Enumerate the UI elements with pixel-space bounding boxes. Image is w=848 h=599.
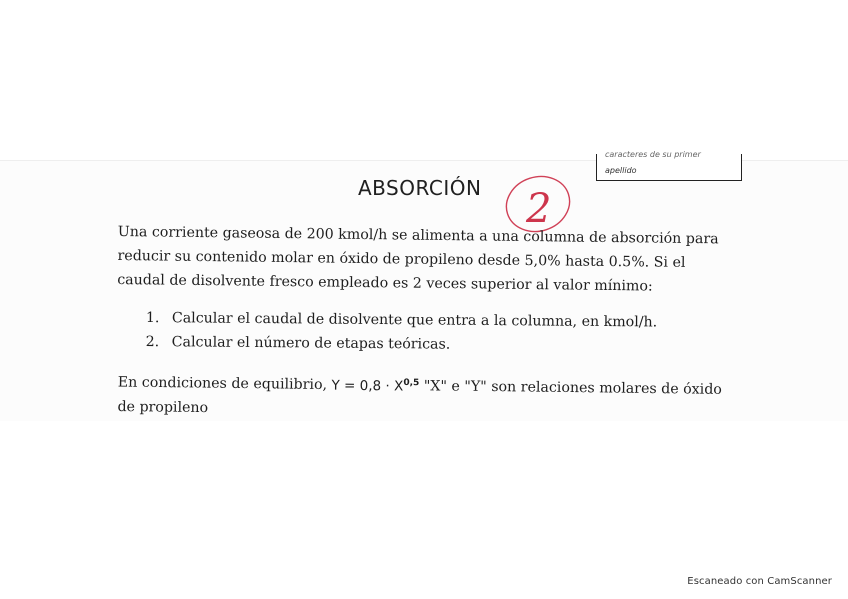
equilibrium-statement [117, 367, 738, 426]
task-number: 1. [145, 309, 160, 327]
scanner-watermark: Escaneado con CamScanner [687, 576, 832, 587]
name-box-cut-text: caracteres de su primer [605, 150, 701, 159]
equilibrium-trail: "X" e "Y" son relaciones molares de óxido de propileno [117, 378, 722, 416]
page-title: ABSORCIÓN [358, 176, 482, 200]
equilibrium-formula [331, 377, 419, 394]
name-box-label: apellido [605, 166, 637, 175]
task-item [146, 330, 706, 359]
equilibrium-lead: En condiciones de equilibrio, [117, 374, 328, 394]
name-box [596, 150, 742, 181]
formula-base: Y = 0,8 · X [331, 377, 404, 394]
task-text: Calcular el caudal de disolvente que entra a la columna, en kmol/h. [171, 310, 658, 331]
task-list [146, 306, 706, 359]
task-number: 2. [145, 333, 160, 351]
pen-number: 2 [526, 186, 552, 232]
formula-exponent: 0,5 [403, 377, 420, 388]
problem-statement: Una corriente gaseosa de 200 kmol/h se alimenta a una columna de absorción para reducir su contenido molar en óxido de propileno desde 5,0% hasta 0.5%. Si el caudal de disolvente fresco empleado es 2 veces superior al valor mínimo: [117, 223, 719, 295]
task-text: Calcular el número de etapas teóricas. [171, 334, 451, 353]
